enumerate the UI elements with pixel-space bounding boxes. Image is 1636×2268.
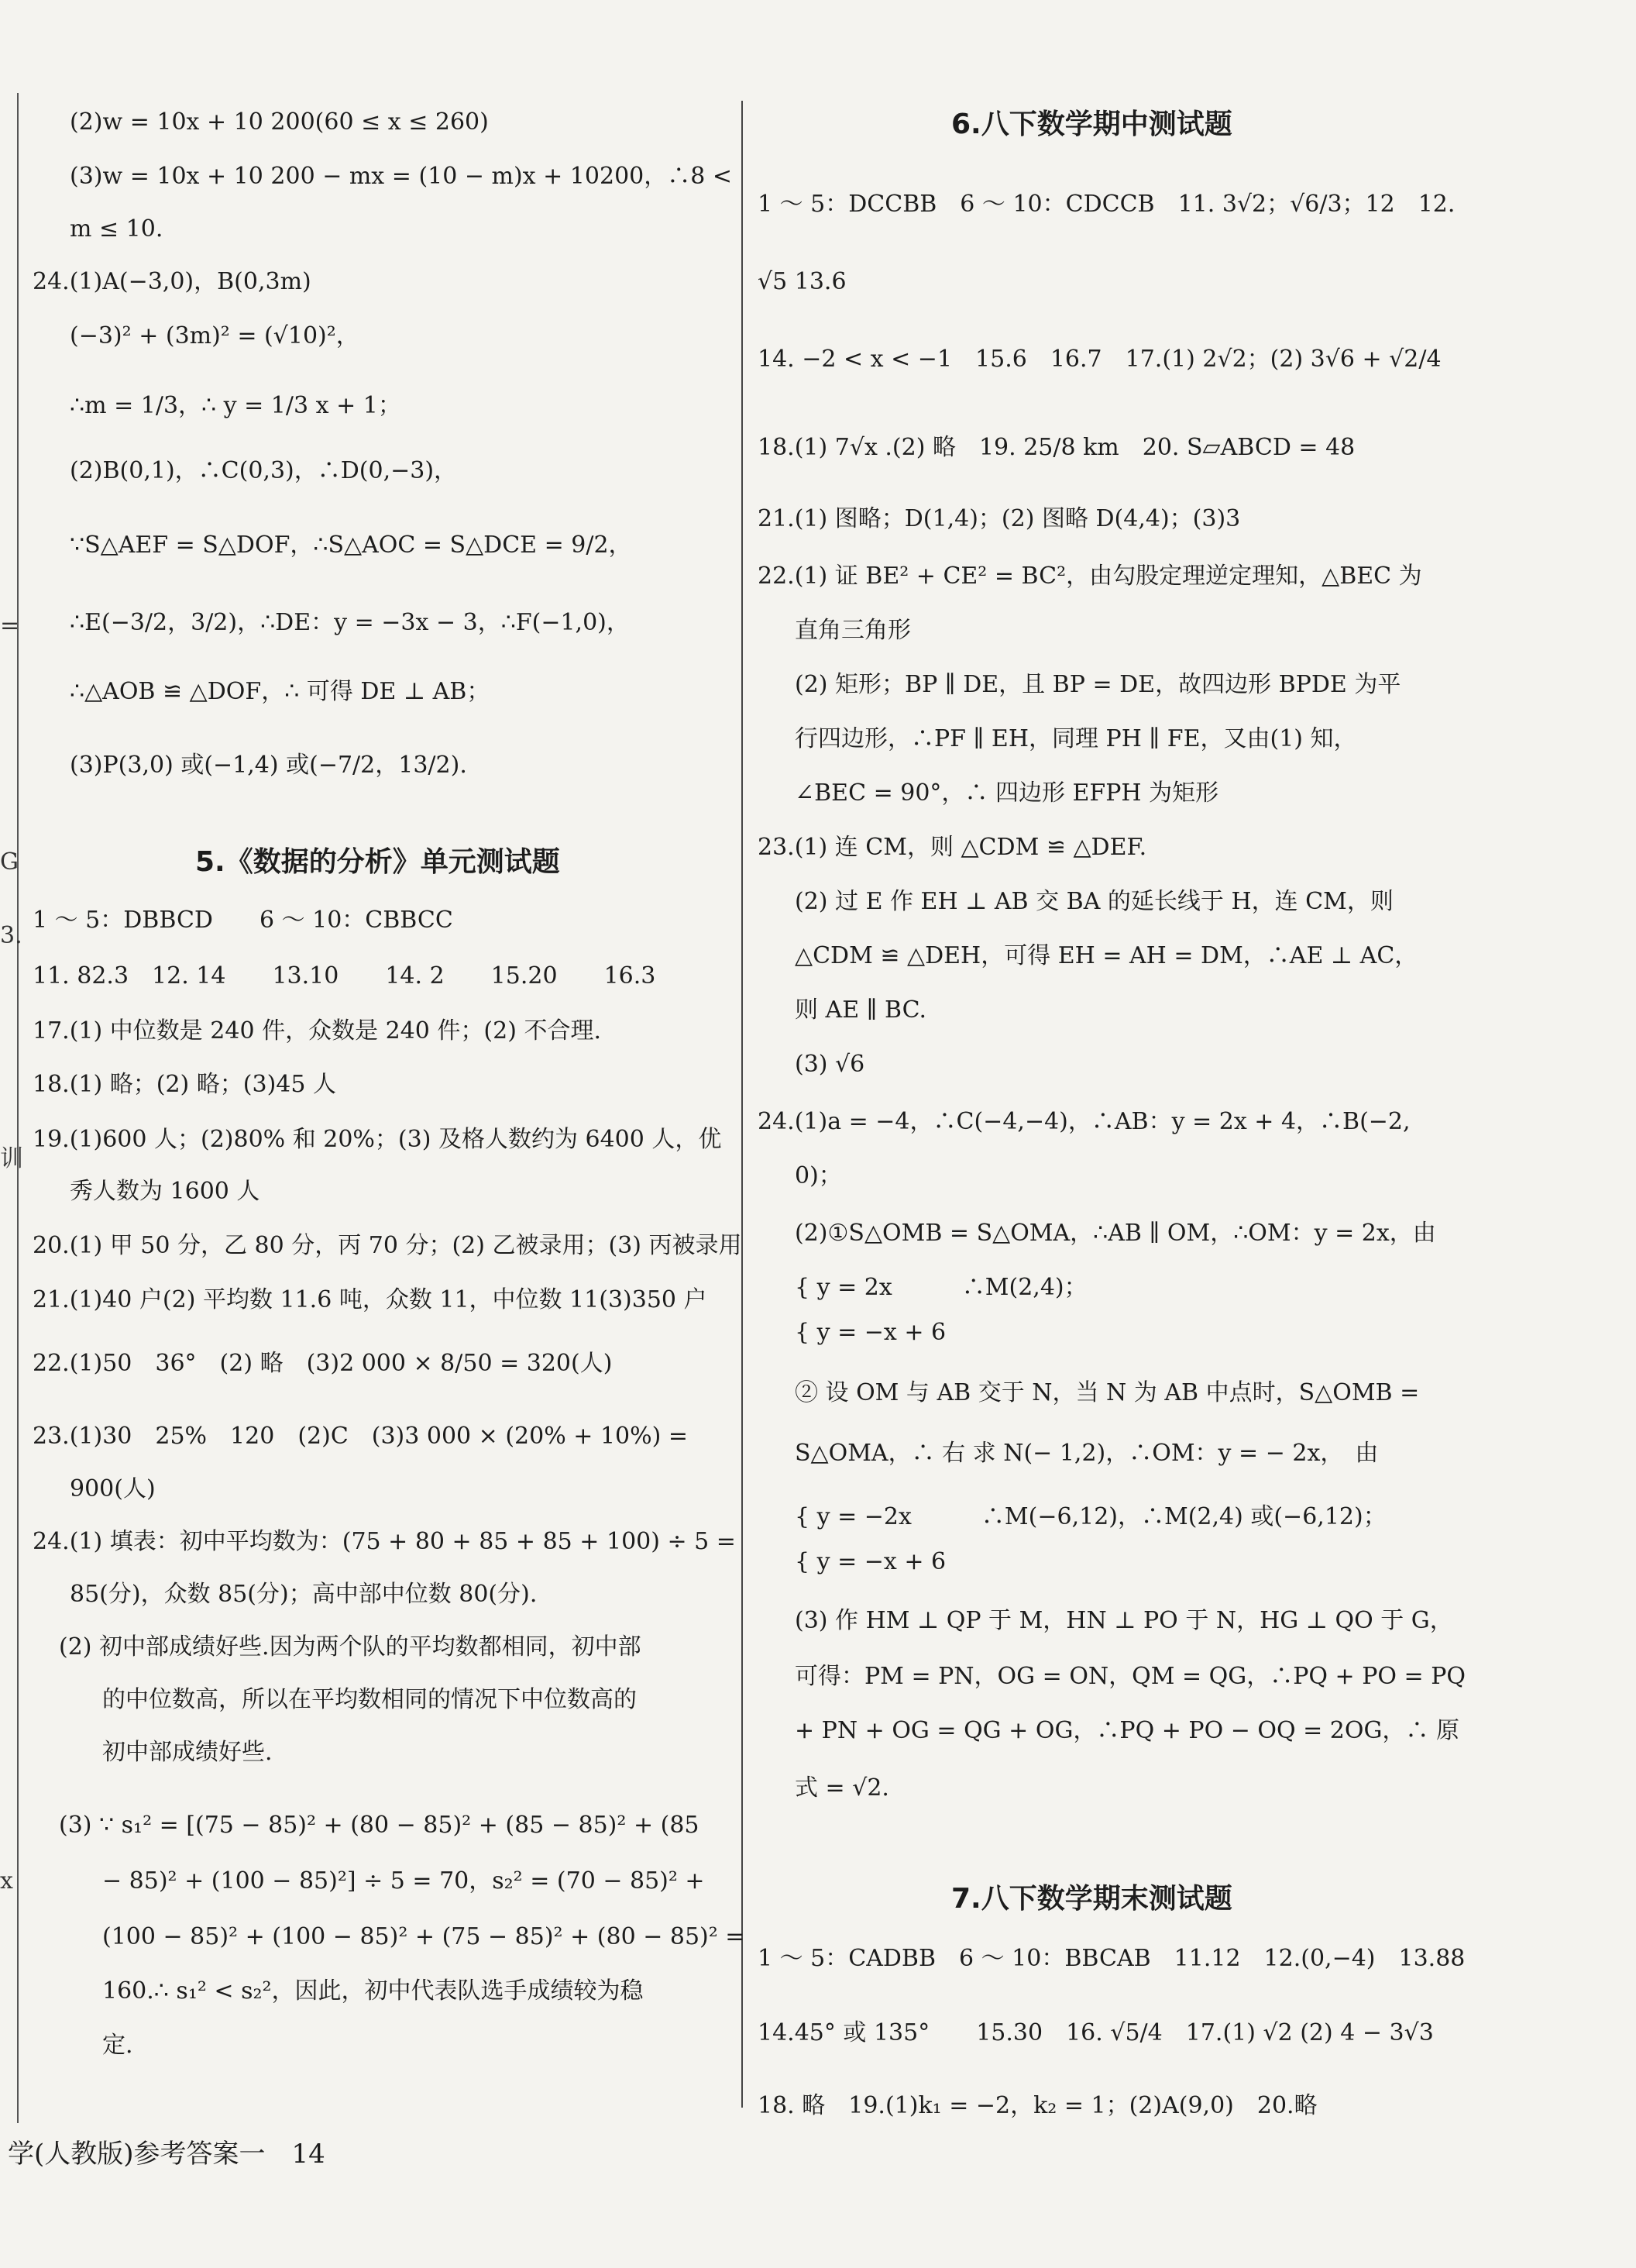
answer-line: 行四边形，∴PF ∥ EH，同理 PH ∥ FE，又由(1) 知，: [795, 725, 1357, 752]
answer-line: (3) 作 HM ⊥ QP 于 M，HN ⊥ PO 于 N，HG ⊥ QO 于 G，: [795, 1607, 1453, 1634]
answer-line: 11. 82.3 12. 14 13.10 14. 2 15.20 16.3: [33, 962, 656, 989]
answer-line: 24.(1) 填表：初中平均数为：(75 + 80 + 85 + 85 + 100) ÷ 5 =: [33, 1528, 736, 1555]
answer-line: (2)B(0,1)，∴C(0,3)，∴D(0,−3)，: [70, 457, 458, 484]
answer-line: (2)w = 10x + 10 200(60 ≤ x ≤ 260): [70, 108, 489, 136]
answer-line: 85(分)，众数 85(分)；高中部中位数 80(分).: [70, 1581, 538, 1608]
margin-mark: x: [0, 1867, 13, 1895]
answer-line: 900(人): [70, 1475, 156, 1502]
answer-line: 直角三角形: [795, 617, 911, 644]
answer-line: 14. −2 < x < −1 15.6 16.7 17.(1) 2√2；(2) 3√6 + √2/4: [758, 346, 1442, 373]
answer-line: √5 13.6: [758, 268, 847, 295]
answer-line: 160.∴ s₁² < s₂²，因此，初中代表队选手成绩较为稳: [102, 1977, 644, 2005]
answer-line: − 85)² + (100 − 85)²] ÷ 5 = 70，s₂² = (70 − 85)² +: [102, 1867, 705, 1895]
answer-line: (3) ∵ s₁² = [(75 − 85)² + (80 − 85)² + (85 − 85)² + (85: [59, 1812, 699, 1839]
answer-line: 的中位数高，所以在平均数相同的情况下中位数高的: [102, 1686, 637, 1713]
margin-mark: =: [0, 612, 20, 639]
section-title: 7.八下数学期末测试题: [951, 1883, 1232, 1915]
answer-line: 秀人数为 1600 人: [70, 1178, 260, 1205]
answer-line: m ≤ 10.: [70, 215, 163, 243]
page-footer: 学(人教版)参考答案一 14: [8, 2139, 325, 2170]
equation-system-line: { y = −2x ∴M(−6,12)，∴M(2,4) 或(−6,12)；: [795, 1503, 1387, 1530]
equation-system-line: { y = −x + 6: [795, 1319, 947, 1346]
answer-line: S△OMA，∴ 右 求 N(− 1,2)，∴OM：y = − 2x， 由: [795, 1440, 1379, 1467]
answer-line: 可得：PM = PN，OG = ON，QM = QG，∴PQ + PO = PQ: [795, 1663, 1466, 1690]
answer-line: 22.(1)50 36° (2) 略 (3)2 000 × 8/50 = 320(人): [33, 1350, 613, 1377]
answer-line: 1 ～ 5：DCCBB 6 ～ 10：CDCCB 11. 3√2；√6/3；12 12.: [758, 191, 1456, 218]
answer-line: 1 ～ 5：CADBB 6 ～ 10：BBCAB 11.12 12.(0,−4) 13.88: [758, 1945, 1466, 1972]
answer-line: 式 = √2.: [795, 1774, 889, 1802]
answer-line: 21.(1)40 户(2) 平均数 11.6 吨，众数 11，中位数 11(3)350 户: [33, 1286, 707, 1313]
answer-line: ② 设 OM 与 AB 交于 N，当 N 为 AB 中点时，S△OMB =: [795, 1379, 1420, 1406]
answer-line: (−3)² + (3m)² = (√10)²，: [70, 322, 359, 349]
answer-line: ∴m = 1/3，∴ y = 1/3 x + 1；: [70, 392, 401, 419]
answer-line: 0)；: [795, 1162, 842, 1189]
equation-system-line: { y = −x + 6: [795, 1548, 947, 1575]
answer-line: 18.(1) 7√x .(2) 略 19. 25/8 km 20. S▱ABCD = 48: [758, 434, 1356, 461]
answer-line: 22.(1) 证 BE² + CE² = BC²，由勾股定理逆定理知，△BEC 为: [758, 563, 1422, 590]
answer-line: △CDM ≌ △DEH，可得 EH = AH = DM，∴AE ⊥ AC，: [795, 942, 1418, 969]
answer-line: (2) 初中部成绩好些.因为两个队的平均数都相同，初中部: [59, 1633, 641, 1661]
margin-mark: 3.: [0, 922, 22, 949]
answer-line: (2) 过 E 作 EH ⊥ AB 交 BA 的延长线于 H，连 CM，则: [795, 888, 1394, 915]
answer-line: 则 AE ∥ BC.: [795, 996, 927, 1024]
answer-line: ∠BEC = 90°，∴ 四边形 EFPH 为矩形: [795, 780, 1219, 807]
answer-line: 23.(1) 连 CM，则 △CDM ≌ △DEF.: [758, 834, 1147, 861]
answer-line: (2)①S△OMB = S△OMA，∴AB ∥ OM，∴OM：y = 2x，由: [795, 1220, 1436, 1247]
answer-line: + PN + OG = QG + OG，∴PQ + PO − OQ = 2OG，∴ 原: [795, 1717, 1459, 1744]
answer-line: 21.(1) 图略；D(1,4)；(2) 图略 D(4,4)；(3)3: [758, 505, 1241, 532]
equation-system-line: { y = 2x ∴M(2,4)；: [795, 1274, 1088, 1301]
section-title: 6.八下数学期中测试题: [951, 108, 1232, 140]
answer-line: 14.45° 或 135° 15.30 16. √5/4 17.(1) √2 (2) 4 − 3√3: [758, 2019, 1434, 2046]
answer-line: 23.(1)30 25% 120 (2)C (3)3 000 × (20% + 10%) =: [33, 1423, 689, 1450]
answer-line: 20.(1) 甲 50 分，乙 80 分，丙 70 分；(2) 乙被录用；(3) 丙被录用: [33, 1232, 742, 1259]
answer-line: ∵S△AEF = S△DOF，∴S△AOC = S△DCE = 9/2，: [70, 532, 632, 559]
answer-line: 1 ～ 5：DBBCD 6 ～ 10：CBBCC: [33, 907, 453, 934]
answer-line: 定.: [102, 2032, 133, 2059]
margin-mark: G: [0, 848, 19, 876]
left-margin-rule: [17, 93, 19, 2123]
answer-line: (2) 矩形；BP ∥ DE，且 BP = DE，故四边形 BPDE 为平: [795, 671, 1401, 698]
answer-line: 19.(1)600 人；(2)80% 和 20%；(3) 及格人数约为 6400 人，优: [33, 1126, 722, 1153]
answer-line: (3) √6: [795, 1051, 865, 1078]
answer-line: 17.(1) 中位数是 240 件，众数是 240 件；(2) 不合理.: [33, 1017, 601, 1045]
answer-line: (3)w = 10x + 10 200 − mx = (10 − m)x + 10200，∴8 <: [70, 163, 732, 190]
section-title: 5.《数据的分析》单元测试题: [195, 846, 560, 878]
answer-line: (100 − 85)² + (100 − 85)² + (75 − 85)² + (80 − 85)² =: [102, 1923, 745, 1950]
answer-line: ∴E(−3/2，3/2)，∴DE：y = −3x − 3，∴F(−1,0)，: [70, 609, 630, 636]
answer-line: 初中部成绩好些.: [102, 1739, 273, 1766]
answer-line: ∴△AOB ≌ △DOF，∴ 可得 DE ⊥ AB；: [70, 678, 490, 705]
answer-line: 24.(1)a = −4，∴C(−4,−4)，∴AB：y = 2x + 4，∴B(−2,: [758, 1108, 1411, 1135]
answer-line: (3)P(3,0) 或(−1,4) 或(−7/2，13/2).: [70, 752, 467, 779]
column-divider: [741, 101, 743, 2108]
answer-line: 18.(1) 略；(2) 略；(3)45 人: [33, 1071, 336, 1098]
answer-line: 18. 略 19.(1)k₁ = −2，k₂ = 1；(2)A(9,0) 20.略: [758, 2092, 1318, 2119]
margin-mark: 训: [0, 1145, 23, 1172]
answer-line: 24.(1)A(−3,0)，B(0,3m): [33, 268, 311, 295]
